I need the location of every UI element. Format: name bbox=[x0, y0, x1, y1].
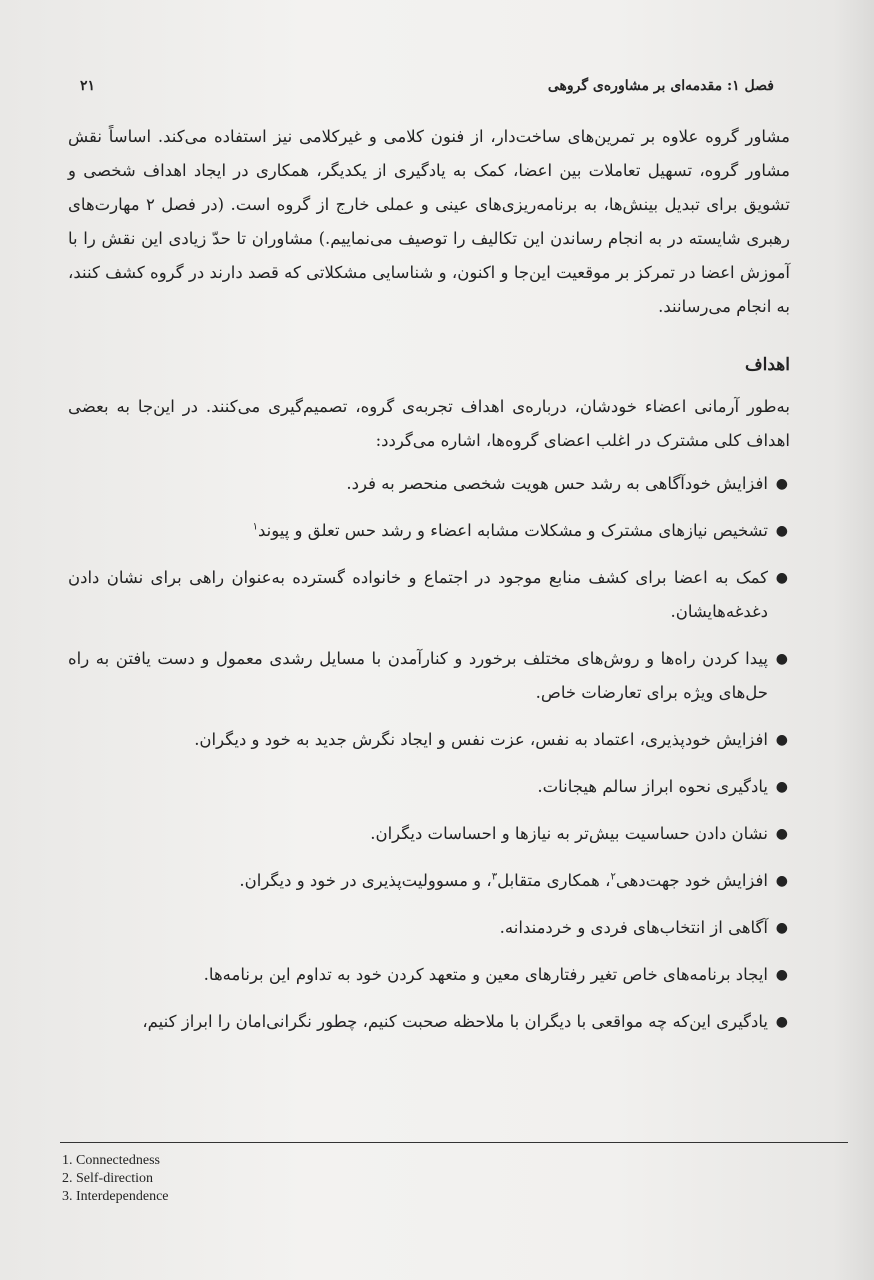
list-item bbox=[68, 514, 790, 548]
footnote-divider bbox=[60, 1142, 848, 1143]
list-item bbox=[68, 958, 790, 992]
footnote-ref: ۱ bbox=[252, 521, 258, 533]
section-heading: اهداف bbox=[745, 355, 790, 375]
list-item bbox=[68, 467, 790, 501]
bullet-icon: ● bbox=[775, 570, 788, 586]
bullet-icon: ● bbox=[775, 476, 788, 492]
list-item-text: آگاهی از انتخاب‌های فردی و خردمندانه. bbox=[499, 918, 768, 937]
list-item-text: یادگیری نحوه ابراز سالم هیجانات. bbox=[537, 777, 768, 796]
intro-paragraph: مشاور گروه علاوه بر تمرین‌های ساخت‌دار، از فنون کلامی و غیرکلامی نیز استفاده می‌کند. اساساً نقش مشاور گروه، تسهیل تعاملات بین اعضا، کمک به یادگیری از یکدیگر، همکاری در ایجاد اهداف شخصی و تشویق برای تبدیل بینش‌ها، به برنامه‌ریزی‌های عینی و عملی خارج از گروه است. (در فصل ۲ مهارت‌های رهبری شایسته در به انجام رساندن این تکالیف را توصیف می‌نماییم.) مشاوران تا حدّ زیادی این نقش را با آموزش اعضا در تمرکز بر موقعیت این‌جا و اکنون، و شناسایی مشکلاتی که قصد دارند در گروه کشف کنند، به انجام می‌رسانند. bbox=[68, 127, 790, 316]
list-item-text: کمک به اعضا برای کشف منابع موجود در اجتماع و خانواده گسترده به‌عنوان راهی برای نشان دادن دغدغه‌هایشان. bbox=[68, 568, 768, 621]
list-item bbox=[68, 1005, 790, 1039]
list-item-text: پیدا کردن راه‌ها و روش‌های مختلف برخورد و کنارآمدن با مسایل رشدی معمول و دست یافتن به راه حل‌های ویژه برای تعارضات خاص. bbox=[68, 649, 768, 702]
footnote: 1. Connectedness bbox=[62, 1153, 160, 1168]
list-item bbox=[68, 911, 790, 945]
list-item bbox=[68, 561, 790, 629]
bullet-icon: ● bbox=[775, 826, 788, 842]
footnotes bbox=[62, 1152, 169, 1206]
goals-list bbox=[68, 467, 790, 1039]
footnote: 3. Interdependence bbox=[62, 1189, 169, 1204]
bullet-icon: ● bbox=[775, 523, 788, 539]
list-item-text: افزایش خودآگاهی به رشد حس هویت شخصی منحصر به فرد. bbox=[346, 474, 768, 493]
page-body bbox=[68, 120, 790, 1052]
footnote-ref: ۳ bbox=[491, 871, 498, 883]
running-header bbox=[80, 78, 774, 94]
list-item-text: یادگیری این‌که چه مواقعی با دیگران با ملاحظه صحبت کنیم، چطور نگرانی‌امان را ابراز کنیم، bbox=[142, 1012, 768, 1031]
list-item bbox=[68, 770, 790, 804]
list-item bbox=[68, 723, 790, 757]
list-item-text: افزایش خود جهت‌دهی bbox=[615, 871, 768, 890]
list-item-text: ایجاد برنامه‌های خاص تغیر رفتارهای معین و متعهد کردن خود به تداوم این برنامه‌ها. bbox=[203, 965, 768, 984]
bullet-icon: ● bbox=[775, 779, 788, 795]
page-number: ۲۱ bbox=[80, 78, 96, 94]
bullet-icon: ● bbox=[775, 651, 788, 667]
footnote: 2. Self-direction bbox=[62, 1171, 153, 1186]
bullet-icon: ● bbox=[775, 967, 788, 983]
list-item-text: نشان دادن حساسیت بیش‌تر به نیازها و احساسات دیگران. bbox=[370, 824, 768, 843]
bullet-icon: ● bbox=[775, 732, 788, 748]
list-item bbox=[68, 864, 790, 898]
bullet-icon: ● bbox=[775, 1014, 788, 1030]
list-item bbox=[68, 642, 790, 710]
list-item-text: ، و مسوولیت‌پذیری در خود و دیگران. bbox=[239, 871, 492, 890]
list-item-text: افزایش خودپذیری، اعتماد به نفس، عزت نفس و ایجاد نگرش جدید به خود و دیگران. bbox=[194, 730, 768, 749]
list-item-text: تشخیص نیازهای مشترک و مشکلات مشابه اعضاء و رشد حس تعلق و پیوند bbox=[257, 521, 768, 540]
list-item-text: ، همکاری متقابل bbox=[497, 871, 611, 890]
goals-intro-paragraph: به‌طور آرمانی اعضاء خودشان، درباره‌ی اهداف تجربه‌ی گروه، تصمیم‌گیری می‌کنند. در این‌جا به بعضی اهداف کلی مشترک در اغلب اعضای گروه‌ها، اشاره می‌گردد: bbox=[68, 397, 790, 450]
bullet-icon: ● bbox=[775, 873, 788, 889]
footnote-ref: ۲ bbox=[610, 871, 616, 883]
chapter-title: فصل ۱: مقدمه‌ای بر مشاوره‌ی گروهی bbox=[547, 78, 774, 94]
list-item bbox=[68, 817, 790, 851]
bullet-icon: ● bbox=[775, 920, 788, 936]
